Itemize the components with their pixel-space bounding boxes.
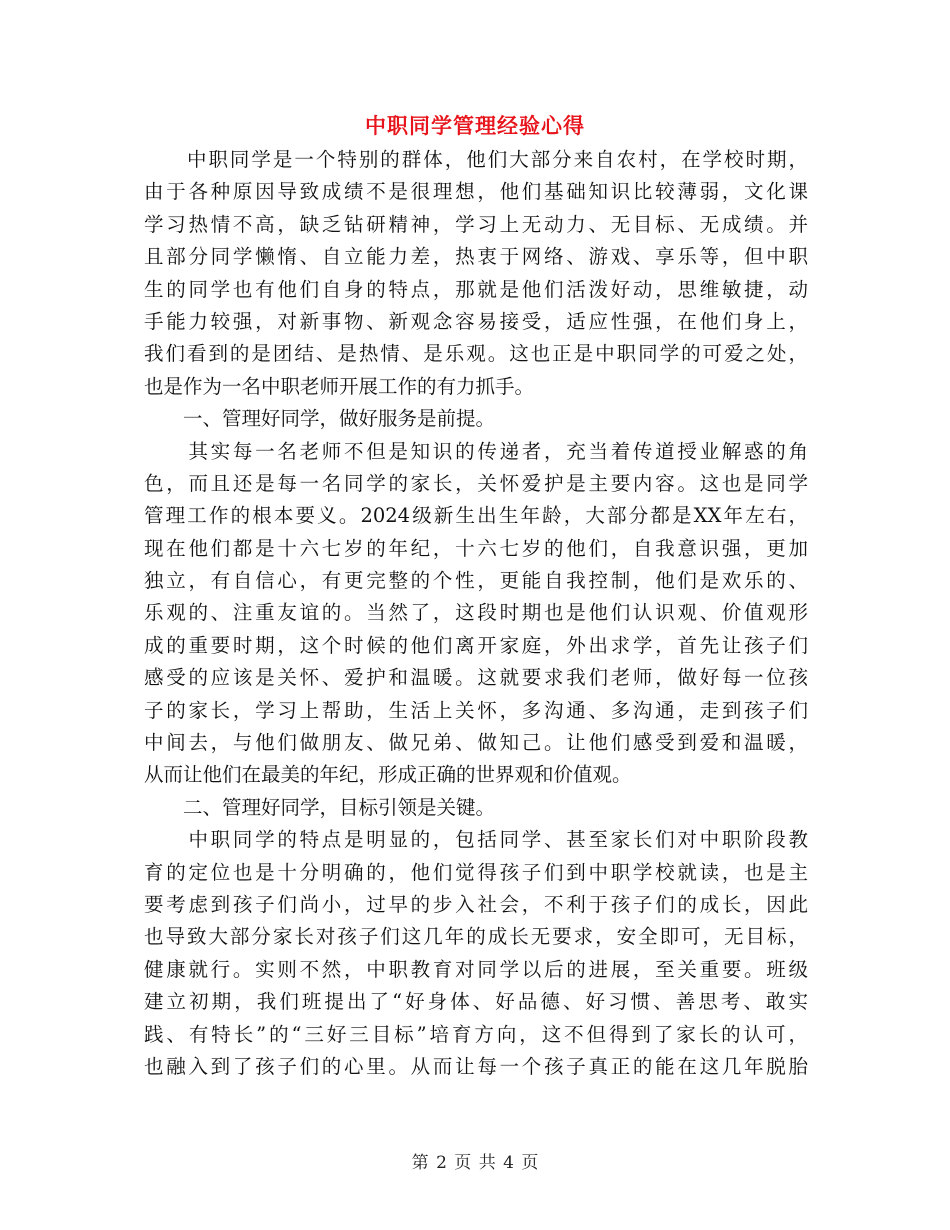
text-line: 也融入到了孩子们的心里。从而让每一个孩子真正的能在这几年脱胎 <box>144 1054 808 1078</box>
document-body <box>144 144 808 1083</box>
text-line: 现在他们都是十六七岁的年纪，十六七岁的他们，自我意识强，更加 <box>144 536 808 560</box>
page-footer: 第 2 页 共 4 页 <box>411 1153 539 1173</box>
text-line: 成的重要时期，这个时候的他们离开家庭，外出求学，首先让孩子们 <box>144 633 808 657</box>
text-line: 手能力较强，对新事物、新观念容易接受，适应性强，在他们身上， <box>144 309 808 333</box>
text-line: 也导致大部分家长对孩子们这几年的成长无要求，安全即可，无目标， <box>144 925 808 949</box>
text-line: 一、管理好同学，做好服务是前提。 <box>144 407 496 431</box>
text-line: 乐观的、注重友谊的。当然了，这段时期也是他们认识观、价值观形 <box>144 601 808 625</box>
text-line: 感受的应该是关怀、爱护和温暖。这就要求我们老师，做好每一位孩 <box>144 666 808 690</box>
text-line: 学习热情不高，缺乏钻研精神，学习上无动力、无目标、无成绩。并 <box>144 212 808 236</box>
text-line: 我们看到的是团结、是热情、是乐观。这也正是中职同学的可爱之处， <box>144 342 808 366</box>
text-line: 中职同学是一个特别的群体，他们大部分来自农村，在学校时期， <box>144 148 808 171</box>
text-line: 且部分同学懒惰、自立能力差，热衷于网络、游戏、享乐等，但中职 <box>144 245 808 269</box>
text-line: 要考虑到孩子们尚小，过早的步入社会，不利于孩子们的成长，因此 <box>144 892 808 916</box>
text-line: 其实每一名老师不但是知识的传递者，充当着传道授业解惑的角 <box>144 439 808 463</box>
text-line: 也是作为一名中职老师开展工作的有力抓手。 <box>144 374 535 398</box>
text-line: 生的同学也有他们自身的特点，那就是他们活泼好动，思维敏捷，动 <box>144 277 808 301</box>
text-line: 从而让他们在最美的年纪，形成正确的世界观和价值观。 <box>144 763 632 787</box>
text-line: 中职同学的特点是明显的，包括同学、甚至家长们对中职阶段教 <box>144 828 808 852</box>
text-line: 子的家长，学习上帮助，生活上关怀，多沟通、多沟通，走到孩子们 <box>144 698 808 722</box>
text-line: 践、有特长”的“三好三目标”培育方向，这不但得到了家长的认可， <box>144 1022 808 1046</box>
text-line: 二、管理好同学，目标引领是关键。 <box>144 795 496 819</box>
text-line: 管理工作的根本要义。2024级新生出生年龄，大部分都是XX年左右， <box>144 504 808 528</box>
text-line: 独立，有自信心，有更完整的个性，更能自我控制，他们是欢乐的、 <box>144 569 808 593</box>
document-title: 中职同学管理经验心得 <box>365 114 585 138</box>
text-line: 育的定位也是十分明确的，他们觉得孩子们到中职学校就读，也是主 <box>144 860 808 884</box>
text-line: 色，而且还是每一名同学的家长，关怀爱护是主要内容。这也是同学 <box>144 471 808 495</box>
text-line: 中间去，与他们做朋友、做兄弟、做知己。让他们感受到爱和温暖， <box>144 731 808 755</box>
text-line: 健康就行。实则不然，中职教育对同学以后的进展，至关重要。班级 <box>144 957 808 981</box>
text-line: 建立初期，我们班提出了“好身体、好品德、好习惯、善思考、敢实 <box>144 990 808 1014</box>
text-line: 由于各种原因导致成绩不是很理想，他们基础知识比较薄弱，文化课 <box>144 180 808 204</box>
